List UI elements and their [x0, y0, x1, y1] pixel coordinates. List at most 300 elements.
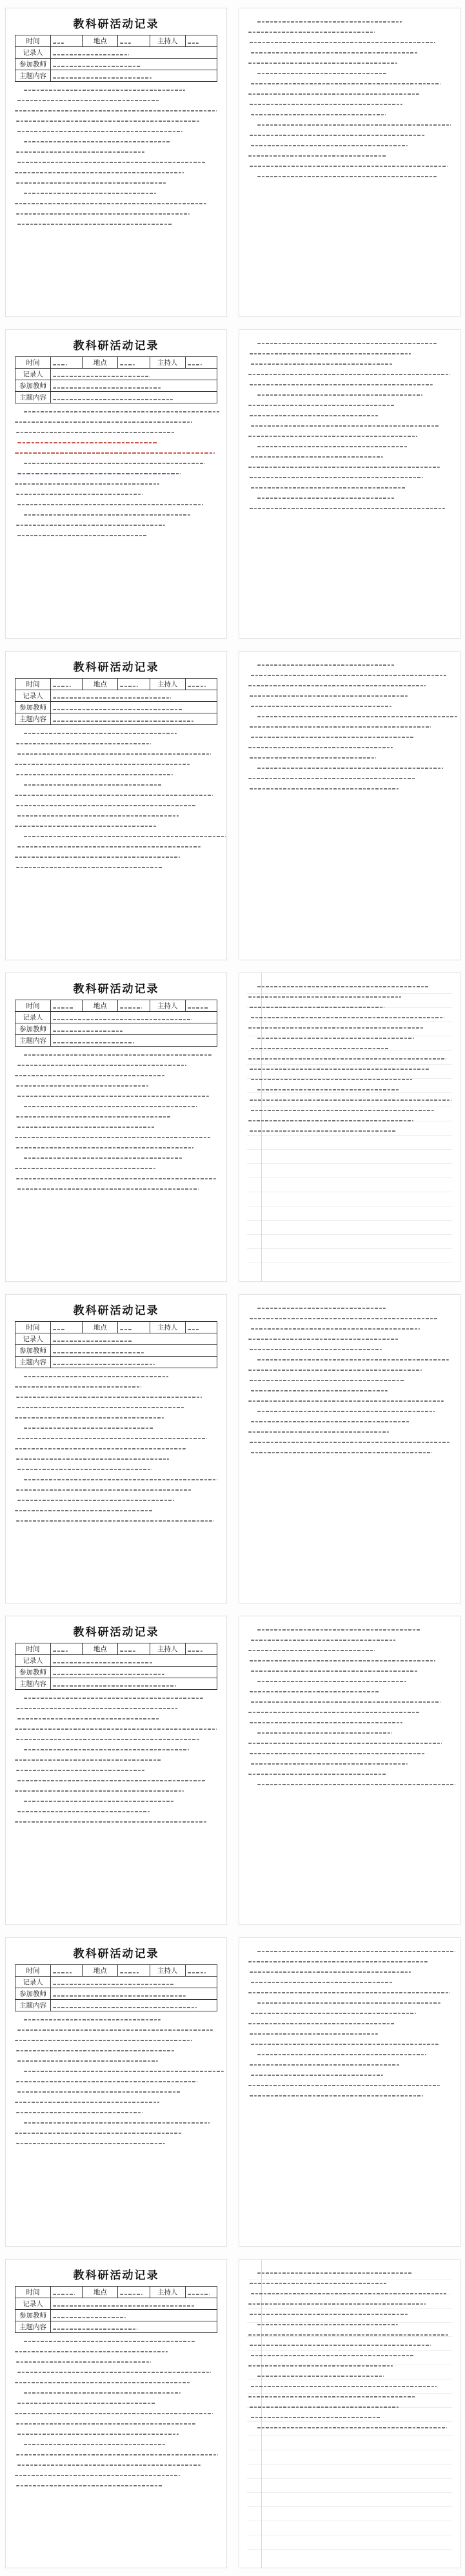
handwritten-line [17, 846, 201, 847]
handwritten-line [250, 726, 431, 728]
handwritten-line [16, 2361, 151, 2363]
handwritten-line [15, 764, 190, 765]
form-row [15, 2310, 217, 2321]
form-label: 记录人 [15, 1977, 51, 1988]
handwritten-line [15, 1386, 141, 1388]
form-handwritten-value [51, 1012, 217, 1023]
handwritten-line [16, 1739, 199, 1740]
form-row [15, 713, 217, 725]
form-label: 参加教师 [15, 2310, 51, 2321]
form-label: 记录人 [15, 1333, 51, 1345]
handwritten-notes [15, 81, 219, 225]
form-handwritten-value [51, 2321, 217, 2333]
handwritten-line [16, 1708, 177, 1709]
form-handwritten-value [185, 1322, 217, 1333]
form-handwritten-value [51, 1988, 217, 2000]
form-row [15, 2321, 217, 2333]
form-handwritten-value [118, 357, 150, 369]
handwritten-line [15, 1417, 164, 1419]
handwritten-line [251, 2386, 437, 2387]
handwritten-line [15, 421, 192, 423]
handwritten-line [248, 685, 426, 686]
form-handwritten-value [118, 1322, 150, 1333]
handwritten-notes [15, 724, 219, 868]
form-label: 时间 [15, 1322, 51, 1333]
handwritten-line [251, 1640, 395, 1641]
handwritten-line [16, 774, 173, 775]
handwritten-line [250, 1971, 411, 1973]
form-label: 参加教师 [15, 380, 51, 392]
handwritten-line [251, 487, 406, 489]
handwritten-line [257, 2054, 426, 2055]
handwritten-line [257, 664, 394, 666]
handwritten-notes [15, 1367, 219, 1522]
form-handwritten-value [51, 1977, 217, 1988]
form-label: 主题内容 [15, 1678, 51, 1690]
handwritten-notes [15, 1045, 219, 1190]
handwritten-line [250, 353, 411, 354]
form-row [15, 1012, 217, 1023]
handwritten-line [15, 1510, 153, 1511]
form-label: 记录人 [15, 369, 51, 380]
handwritten-notes [248, 334, 452, 509]
handwritten-line [251, 706, 391, 707]
handwritten-line [250, 2283, 386, 2284]
handwritten-line [248, 1743, 442, 1744]
form-label: 主持人 [150, 1322, 185, 1333]
form-handwritten-value [185, 2287, 217, 2298]
form-label: 时间 [15, 357, 51, 369]
handwritten-notes [15, 402, 219, 536]
form-title: 教科研活动记录 [73, 983, 159, 996]
form-title: 教科研活动记录 [73, 1948, 159, 1961]
handwritten-line [251, 363, 393, 365]
handwritten-line [250, 788, 399, 789]
handwritten-line [17, 100, 160, 101]
handwritten-line [250, 2095, 423, 2097]
form-handwritten-value [51, 70, 217, 82]
handwritten-line [257, 446, 408, 447]
handwritten-line [248, 1058, 446, 1060]
handwritten-line [257, 1359, 449, 1361]
form-label: 主题内容 [15, 2321, 51, 2333]
handwritten-line [248, 436, 417, 437]
handwritten-line [248, 1400, 444, 1402]
form-row [15, 357, 217, 369]
continuation-page [239, 8, 460, 317]
handwritten-notes [248, 12, 452, 177]
form-row [15, 1035, 217, 1047]
handwritten-line [17, 224, 172, 225]
handwritten-line [250, 1380, 404, 1381]
handwritten-line [250, 1069, 429, 1070]
handwritten-line [17, 2060, 158, 2062]
form-row [15, 1965, 217, 1977]
handwritten-line [248, 155, 387, 157]
handwritten-line [24, 784, 163, 786]
handwritten-notes [248, 977, 452, 1132]
handwritten-line [24, 1376, 168, 1377]
handwritten-line [15, 483, 159, 485]
form-label: 参加教师 [15, 1988, 51, 2000]
handwritten-notes [248, 1942, 452, 2097]
handwritten-line [15, 1075, 166, 1076]
handwritten-line [17, 473, 181, 474]
handwritten-notes [15, 2332, 219, 2486]
handwritten-line [16, 2423, 195, 2425]
handwritten-line [24, 2122, 210, 2124]
handwritten-line [248, 467, 440, 468]
handwritten-line [17, 1438, 207, 1439]
handwritten-line [16, 2143, 165, 2144]
continuation-page [239, 1294, 460, 1603]
handwritten-line [257, 2324, 398, 2325]
handwritten-line [16, 525, 165, 526]
continuation-page [239, 329, 460, 639]
handwritten-line [250, 1007, 384, 1008]
handwritten-line [16, 151, 144, 153]
form-handwritten-value [118, 679, 150, 690]
handwritten-line [24, 514, 191, 516]
form-label: 参加教师 [15, 1345, 51, 1357]
handwritten-line [16, 1397, 202, 1398]
handwritten-line [251, 83, 440, 84]
handwritten-line [257, 986, 428, 987]
form-handwritten-value [51, 392, 217, 403]
form-title: 教科研活动记录 [73, 18, 159, 31]
handwritten-line [17, 2403, 156, 2404]
handwritten-line [257, 1681, 406, 1682]
form-handwritten-value [51, 2298, 217, 2310]
handwritten-line [251, 145, 408, 146]
form-label: 记录人 [15, 1012, 51, 1023]
form-handwritten-value [51, 1678, 217, 1690]
handwritten-line [251, 456, 383, 458]
form-label: 主题内容 [15, 713, 51, 725]
handwritten-line [248, 996, 401, 998]
activity-record-form [15, 1321, 217, 1368]
handwritten-line [250, 415, 378, 416]
form-handwritten-value [118, 35, 150, 47]
handwritten-line [251, 2044, 439, 2045]
handwritten-line [248, 63, 397, 64]
handwritten-line [248, 405, 395, 406]
handwritten-line [248, 2023, 395, 2024]
page-pair [0, 2254, 465, 2573]
handwritten-line [17, 2091, 181, 2093]
handwritten-line [251, 2075, 383, 2076]
handwritten-line [17, 1811, 150, 1812]
handwritten-line [24, 193, 156, 194]
handwritten-line [15, 110, 217, 111]
form-label: 地点 [83, 1965, 118, 1977]
handwritten-line [251, 1671, 418, 1672]
handwritten-line [15, 1448, 186, 1449]
record-form-page [5, 329, 227, 639]
handwritten-line [250, 2064, 401, 2066]
handwritten-line [17, 2029, 213, 2031]
record-form-page [5, 1937, 227, 2247]
handwritten-notes [248, 2263, 452, 2428]
handwritten-line [257, 716, 457, 717]
form-row [15, 679, 217, 690]
continuation-page [239, 2259, 460, 2568]
activity-record-form [15, 1964, 217, 2011]
handwritten-line [15, 1137, 210, 1138]
handwritten-line [24, 836, 226, 837]
form-handwritten-value [118, 1000, 150, 1012]
form-handwritten-value [185, 1965, 217, 1977]
continuation-page [239, 1616, 460, 1925]
handwritten-line [16, 1489, 192, 1491]
form-title: 教科研活动记录 [73, 2269, 159, 2282]
form-handwritten-value [185, 357, 217, 369]
form-row [15, 1988, 217, 2000]
form-row [15, 1667, 217, 1678]
continuation-page [239, 973, 460, 1282]
handwritten-line [15, 1821, 206, 1823]
handwritten-line [17, 1065, 186, 1066]
handwritten-line [17, 2372, 211, 2373]
handwritten-line [250, 1753, 425, 1754]
handwritten-line [17, 1469, 152, 1470]
handwritten-line [250, 42, 435, 43]
form-handwritten-value [185, 1643, 217, 1655]
form-row [15, 392, 217, 403]
form-handwritten-value [51, 369, 217, 380]
form-handwritten-value [51, 2000, 217, 2011]
form-handwritten-value [51, 1035, 217, 1047]
handwritten-line [15, 2102, 159, 2103]
handwritten-line [16, 213, 190, 215]
handwritten-line [251, 1421, 410, 1422]
form-label: 主持人 [150, 357, 185, 369]
handwritten-line [15, 826, 157, 827]
handwritten-line [15, 2040, 192, 2041]
form-handwritten-value [51, 1023, 217, 1035]
form-handwritten-value [185, 35, 217, 47]
form-handwritten-value [51, 1667, 217, 1678]
handwritten-line [251, 425, 439, 427]
handwritten-line [251, 1701, 440, 1703]
form-label: 主持人 [150, 2287, 185, 2298]
form-handwritten-value [51, 679, 83, 690]
activity-record-form [15, 678, 217, 725]
handwritten-line [16, 2050, 175, 2051]
handwritten-line [250, 2033, 378, 2035]
handwritten-line [250, 1130, 397, 1132]
handwritten-line [251, 1017, 444, 1018]
handwritten-line [248, 2365, 393, 2367]
form-label: 地点 [83, 2287, 118, 2298]
form-row [15, 1345, 217, 1357]
form-label: 主持人 [150, 679, 185, 690]
handwritten-line [248, 93, 419, 95]
handwritten-line [16, 1085, 148, 1087]
handwritten-line [248, 32, 375, 33]
handwritten-line [16, 867, 163, 868]
activity-record-form [15, 35, 217, 82]
form-row [15, 1655, 217, 1667]
form-handwritten-value [185, 679, 217, 690]
handwritten-line [250, 2314, 408, 2315]
handwritten-line [15, 2382, 190, 2383]
handwritten-notes [248, 655, 452, 789]
form-label: 地点 [83, 1000, 118, 1012]
handwritten-line [17, 1096, 209, 1097]
form-handwritten-value [51, 1357, 217, 1368]
handwritten-line [257, 1038, 414, 1039]
handwritten-line [16, 121, 199, 122]
form-row [15, 380, 217, 392]
form-handwritten-value [51, 47, 217, 59]
handwritten-line [251, 114, 386, 115]
handwritten-notes [15, 2010, 219, 2144]
handwritten-line [257, 394, 422, 396]
handwritten-line [250, 1660, 435, 1661]
handwritten-line [17, 815, 179, 817]
handwritten-line [257, 1629, 420, 1631]
handwritten-line [248, 747, 393, 748]
form-row [15, 1357, 217, 1368]
handwritten-line [15, 2475, 180, 2476]
handwritten-line [15, 857, 180, 858]
page-pair [0, 1932, 465, 2251]
page-pair [0, 967, 465, 1286]
record-form-page [5, 2259, 227, 2568]
handwritten-line [250, 1099, 451, 1101]
handwritten-line [24, 2392, 181, 2394]
handwritten-line [24, 1428, 154, 1429]
handwritten-line [251, 2417, 381, 2418]
form-label: 时间 [15, 35, 51, 47]
form-handwritten-value [118, 2287, 150, 2298]
form-label: 记录人 [15, 690, 51, 702]
form-handwritten-value [51, 59, 217, 70]
form-handwritten-value [51, 1965, 83, 1977]
form-handwritten-value [51, 35, 83, 47]
form-label: 时间 [15, 2287, 51, 2298]
handwritten-line [248, 1712, 419, 1713]
handwritten-line [257, 1784, 455, 1785]
handwritten-line [24, 2019, 161, 2020]
form-label: 地点 [83, 1643, 118, 1655]
form-row [15, 1333, 217, 1345]
handwritten-line [24, 1106, 197, 1107]
handwritten-line [16, 182, 167, 184]
form-row [15, 1000, 217, 1012]
handwritten-line [16, 432, 175, 433]
page-pair [0, 324, 465, 643]
form-label: 时间 [15, 1643, 51, 1655]
handwritten-line [251, 1048, 390, 1049]
handwritten-line [257, 1411, 435, 1412]
form-label: 时间 [15, 1965, 51, 1977]
record-form-page [5, 973, 227, 1282]
form-row [15, 70, 217, 82]
form-label: 主持人 [150, 1965, 185, 1977]
handwritten-line [15, 1168, 155, 1169]
form-handwritten-value [51, 1333, 217, 1345]
handwritten-line [250, 1318, 437, 1319]
handwritten-line [250, 104, 402, 105]
form-handwritten-value [118, 1643, 150, 1655]
page-pair [0, 1289, 465, 1608]
handwritten-line [17, 442, 158, 443]
handwritten-line [15, 1790, 184, 1792]
activity-record-form [15, 356, 217, 403]
handwritten-line [16, 1458, 169, 1460]
form-label: 主持人 [150, 1643, 185, 1655]
form-row [15, 1023, 217, 1035]
handwritten-line [250, 384, 433, 385]
handwritten-line [17, 131, 183, 132]
form-handwritten-value [51, 713, 217, 725]
form-title: 教科研活动记录 [73, 1626, 159, 1639]
form-label: 记录人 [15, 2298, 51, 2310]
handwritten-line [16, 1520, 214, 1522]
handwritten-line [15, 172, 184, 173]
form-label: 参加教师 [15, 1667, 51, 1678]
form-label: 地点 [83, 1322, 118, 1333]
handwritten-line [24, 90, 185, 91]
page-pair [0, 1611, 465, 1930]
handwritten-line [251, 1110, 434, 1111]
handwritten-line [17, 535, 148, 536]
handwritten-line [250, 135, 425, 136]
handwritten-line [16, 805, 195, 806]
handwritten-line [17, 1500, 174, 1501]
page-pair [0, 646, 465, 965]
form-title: 教科研活动记录 [73, 340, 159, 353]
form-label: 主题内容 [15, 2000, 51, 2011]
form-row [15, 1643, 217, 1655]
handwritten-line [257, 21, 402, 23]
form-label: 记录人 [15, 1655, 51, 1667]
handwritten-line [16, 1178, 216, 1179]
handwritten-line [248, 374, 450, 375]
record-form-page [5, 8, 227, 317]
handwritten-line [24, 141, 171, 142]
form-handwritten-value [51, 1655, 217, 1667]
continuation-page [239, 651, 460, 960]
handwritten-line [257, 1951, 455, 1952]
handwritten-line [17, 753, 211, 755]
form-handwritten-value [51, 1345, 217, 1357]
handwritten-line [24, 1479, 217, 1480]
form-row [15, 1678, 217, 1690]
handwritten-line [250, 1442, 450, 1443]
form-row [15, 702, 217, 713]
form-label: 主题内容 [15, 1035, 51, 1047]
handwritten-line [251, 1390, 388, 1391]
handwritten-line [24, 1157, 183, 1159]
form-handwritten-value [51, 1322, 83, 1333]
handwritten-line [257, 768, 443, 769]
form-label: 主题内容 [15, 392, 51, 403]
form-handwritten-value [51, 2287, 83, 2298]
handwritten-line [257, 2002, 440, 2004]
handwritten-line [257, 1308, 386, 1309]
handwritten-line [24, 1749, 189, 1750]
handwritten-line [257, 176, 437, 177]
handwritten-line [248, 2334, 448, 2336]
handwritten-line [16, 2112, 143, 2113]
form-label: 地点 [83, 35, 118, 47]
form-row [15, 59, 217, 70]
handwritten-line [248, 1120, 413, 1121]
handwritten-line [250, 1691, 380, 1692]
